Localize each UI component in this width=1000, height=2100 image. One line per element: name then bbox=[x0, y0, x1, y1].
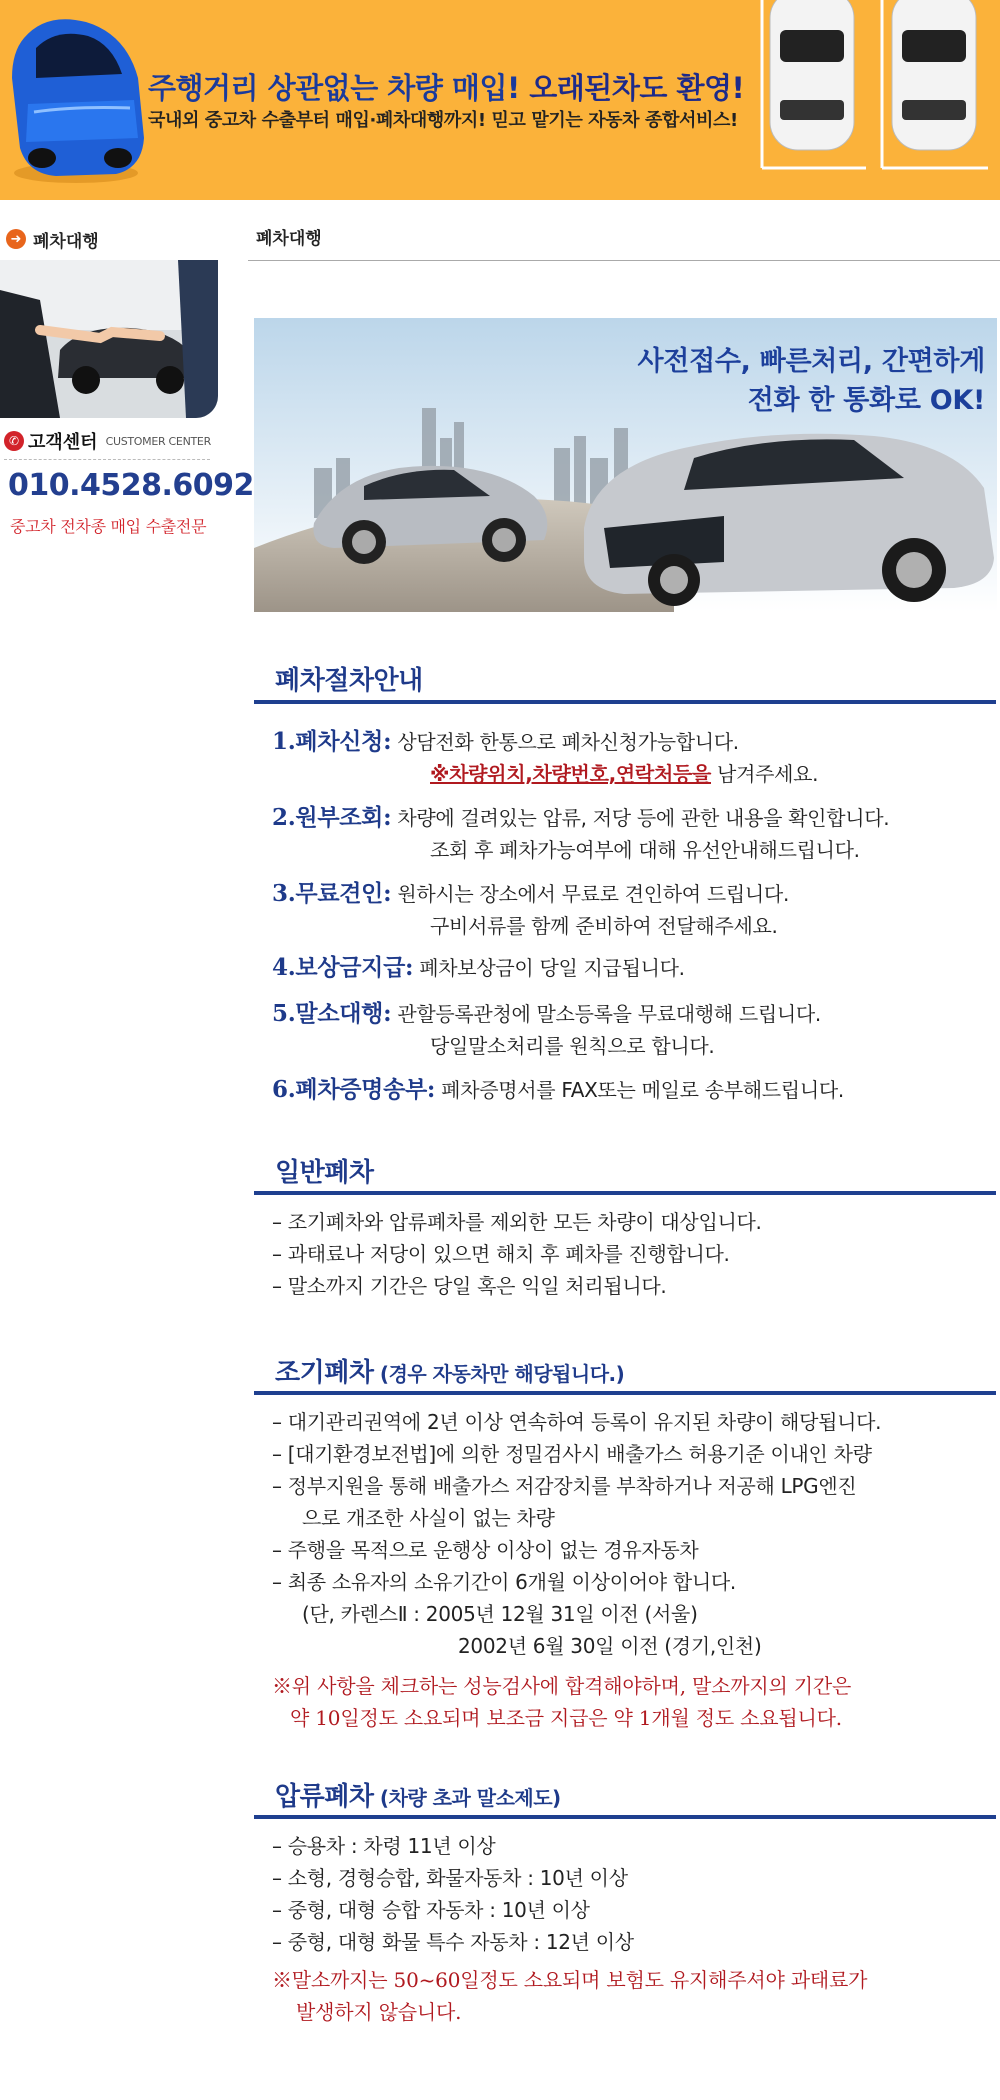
step-desc: 원하시는 장소에서 무료로 견인하여 드립니다. bbox=[397, 882, 790, 906]
customer-center-label: 고객센터 bbox=[28, 432, 98, 453]
step-desc: 폐차증명서를 FAX또는 메일로 송부해드립니다. bbox=[441, 1078, 844, 1102]
white-car-top-image-2 bbox=[878, 0, 988, 170]
hero-caption bbox=[638, 342, 986, 420]
general-item: – 과태료나 저당이 있으면 해치 후 폐차를 진행합니다. bbox=[272, 1242, 730, 1266]
seized-item: – 중형, 대형 승합 자동차 : 10년 이상 bbox=[272, 1898, 590, 1922]
procedure-step-1 bbox=[272, 726, 739, 758]
hero-caption-line2: 전화 한 통화로 OK! bbox=[747, 385, 985, 416]
phone-icon: ✆ bbox=[4, 431, 24, 451]
seized-scrap-title bbox=[275, 1776, 561, 1813]
procedure-step-3-line2: 구비서류를 함께 준비하여 전달해주세요. bbox=[430, 914, 778, 938]
blue-car-image bbox=[6, 8, 146, 186]
early-scrap-title-main: 조기폐차 bbox=[275, 1358, 374, 1388]
step-desc: 차량에 걸려있는 압류, 저당 등에 관한 내용을 확인합니다. bbox=[397, 806, 890, 830]
step-warning-text: ※차량위치,차량번호,연락처등을 bbox=[430, 762, 711, 786]
white-car-top-image-1 bbox=[756, 0, 866, 170]
procedure-step-2-line2: 조회 후 폐차가능여부에 대해 유선안내해드립니다. bbox=[430, 838, 860, 862]
step-desc: 폐차보상금이 당일 지급됩니다. bbox=[419, 956, 685, 980]
banner-title-part1: 주행거리 상관없는 차량 매입! bbox=[148, 71, 530, 105]
sidebar-heading[interactable] bbox=[6, 226, 99, 252]
step-label: 3.무료견인: bbox=[272, 880, 392, 907]
procedure-step-4 bbox=[272, 952, 685, 984]
customer-phone-number[interactable]: 010.4528.6092 bbox=[8, 468, 254, 503]
procedure-step-5-line2: 당일말소처리를 원칙으로 합니다. bbox=[430, 1034, 715, 1058]
customer-center-desc: 중고차 전차종 매입 수출전문 bbox=[10, 517, 207, 536]
procedure-title: 폐차절차안내 bbox=[275, 666, 423, 696]
procedure-step-6 bbox=[272, 1074, 844, 1106]
general-item: – 조기폐차와 압류폐차를 제외한 모든 차량이 대상입니다. bbox=[272, 1210, 762, 1234]
banner-subtitle: 국내외 중고차 수출부터 매입·폐차대행까지! 믿고 맡기는 자동차 종합서비스! bbox=[148, 110, 738, 131]
step-label: 6.폐차증명송부: bbox=[272, 1076, 436, 1103]
step-label: 2.원부조회: bbox=[272, 804, 392, 831]
procedure-step-2 bbox=[272, 802, 889, 834]
hero-caption-line1: 사전접수, 빠른처리, 간편하게 bbox=[637, 346, 985, 377]
seized-scrap-title-main: 압류폐차 bbox=[275, 1782, 374, 1812]
page-title: 폐차대행 bbox=[256, 229, 322, 249]
early-item-exception: (단, 카렌스Ⅱ : 2005년 12월 31일 이전 (서울) bbox=[302, 1602, 698, 1626]
customer-center-label-en: CUSTOMER CENTER bbox=[105, 434, 211, 448]
seized-note-line2: 발생하지 않습니다. bbox=[296, 2000, 462, 2024]
handshake-photo bbox=[0, 260, 218, 418]
procedure-title-underline bbox=[254, 700, 996, 704]
early-scrap-title-sub: (경우 자동차만 해당됩니다.) bbox=[373, 1362, 625, 1386]
procedure-step-5 bbox=[272, 998, 821, 1030]
top-banner bbox=[0, 0, 1000, 200]
banner-title bbox=[148, 66, 744, 107]
early-note-line1: ※위 사항을 체크하는 성능검사에 합격해야하며, 말소까지의 기간은 bbox=[272, 1674, 852, 1698]
early-scrap-title bbox=[275, 1352, 624, 1389]
procedure-step-3 bbox=[272, 878, 789, 910]
sidebar-divider bbox=[4, 459, 210, 460]
sidebar-heading-label: 폐차대행 bbox=[33, 231, 99, 252]
early-item: – [대기환경보전법]에 의한 정밀검사시 배출가스 허용기준 이내인 차량 bbox=[272, 1442, 872, 1466]
seized-note-line1: ※말소까지는 50~60일정도 소요되며 보험도 유지해주셔야 과태료가 bbox=[272, 1968, 868, 1992]
customer-center-heading bbox=[4, 428, 211, 454]
procedure-step-1-line2 bbox=[430, 758, 818, 790]
step-label: 1.폐차신청: bbox=[272, 728, 392, 755]
early-item: – 대기관리권역에 2년 이상 연속하여 등록이 유지된 차량이 해당됩니다. bbox=[272, 1410, 882, 1434]
banner-title-part2: 오래된차도 환영! bbox=[529, 71, 745, 105]
early-item: – 정부지원을 통해 배출가스 저감장치를 부착하거나 저공해 LPG엔진 bbox=[272, 1474, 857, 1498]
step-label: 5.말소대행: bbox=[272, 1000, 392, 1027]
seized-item: – 소형, 경형승합, 화물자동차 : 10년 이상 bbox=[272, 1866, 628, 1890]
arrow-right-icon: ➜ bbox=[6, 229, 26, 249]
early-item: – 최종 소유자의 소유기간이 6개월 이상이어야 합니다. bbox=[272, 1570, 736, 1594]
early-item-continued: 으로 개조한 사실이 없는 차량 bbox=[302, 1506, 555, 1530]
early-item-exception-2: 2002년 6월 30일 이전 (경기,인천) bbox=[458, 1634, 762, 1658]
page-title-divider bbox=[248, 260, 1000, 261]
early-note-line2: 약 10일정도 소요되며 보조금 지급은 약 1개월 정도 소요됩니다. bbox=[290, 1706, 842, 1730]
early-scrap-underline bbox=[254, 1391, 996, 1395]
seized-scrap-title-sub: (차량 초과 말소제도) bbox=[373, 1786, 561, 1810]
step-desc: 상담전화 한통으로 폐차신청가능합니다. bbox=[397, 730, 739, 754]
hero-image bbox=[254, 318, 997, 612]
step-desc: 관할등록관청에 말소등록을 무료대행해 드립니다. bbox=[397, 1002, 821, 1026]
seized-scrap-underline bbox=[254, 1815, 996, 1819]
step-label: 4.보상금지급: bbox=[272, 954, 414, 981]
general-scrap-underline bbox=[254, 1191, 996, 1195]
general-item: – 말소까지 기간은 당일 혹은 익일 처리됩니다. bbox=[272, 1274, 667, 1298]
step-desc-rest: 남겨주세요. bbox=[711, 762, 819, 786]
general-scrap-title: 일반폐차 bbox=[275, 1158, 374, 1188]
seized-item: – 중형, 대형 화물 특수 자동차 : 12년 이상 bbox=[272, 1930, 634, 1954]
early-item: – 주행을 목적으로 운행상 이상이 없는 경유자동차 bbox=[272, 1538, 699, 1562]
seized-item: – 승용차 : 차령 11년 이상 bbox=[272, 1834, 496, 1858]
